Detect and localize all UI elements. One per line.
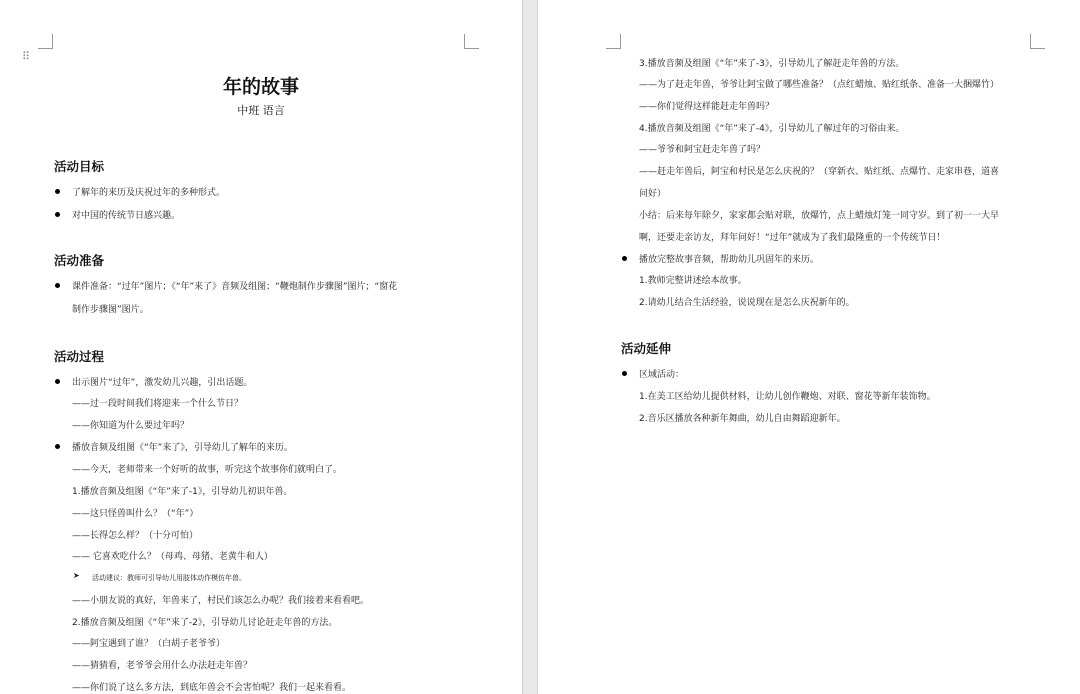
heading-goals: 活动目标 [54,159,105,174]
process-bullet: 出示图片“过年”，激发幼儿兴趣，引出话题。 [72,375,252,388]
extension-line: 2.音乐区播放各种新年舞曲，幼儿自由舞蹈迎新年。 [639,414,846,424]
process-line: 2.请幼儿结合生活经验，说说现在是怎么庆祝新年的。 [639,298,855,308]
page-gap-edge [522,0,523,694]
process-line: ——过一段时间我们将迎来一个什么节日？ [72,399,244,409]
prep-item-cont: 制作步骤图”图片。 [72,305,149,315]
process-line: —— 它喜欢吃什么？（母鸡、母猪、老黄牛和人） [72,552,273,562]
heading-process: 活动过程 [54,349,105,364]
summary-line: 小结：后来每年除夕，家家都会贴对联，放爆竹，点上蜡烛灯笼一同守岁。到了初一一大早 [639,211,1000,221]
process-line: ——这只怪兽叫什么？（“年”） [72,509,199,519]
heading-prep: 活动准备 [54,253,105,268]
process-bullet: 播放完整故事音频，帮助幼儿巩固年的来历。 [639,252,819,265]
extension-line: 1.在美工区给幼儿提供材料，让幼儿创作鞭炮、对联、窗花等新年装饰物。 [639,392,936,402]
document-subtitle: 中班 语言 [237,104,285,117]
process-line: ——你们说了这么多方法，到底年兽会不会害怕呢？我们一起来看看。 [72,683,352,693]
drag-handle-icon[interactable]: ⠿ [22,50,30,63]
process-line: 1.教师完整讲述绘本故事。 [639,276,747,286]
document-page-right [538,0,1080,694]
activity-note: 活动建议：教师可引导幼儿用肢体动作模仿年兽。 [92,574,246,582]
process-line: ——爷爷和阿宝赶走年兽了吗？ [639,145,766,155]
process-line: ——小朋友说的真好，年兽来了，村民们该怎么办呢？我们接着来看看吧。 [72,596,370,606]
process-line: ——赶走年兽后，阿宝和村民是怎么庆祝的？（穿新衣、贴红纸、点爆竹、走家串巷，道喜 [639,167,1000,177]
process-line-cont: 问好） [639,189,667,199]
process-line: 1.播放音频及组图《“年”来了-1》，引导幼儿初识年兽。 [72,487,293,497]
margin-corner-top-left [38,34,53,49]
arrow-bullet-icon: ➤ [73,571,80,580]
process-bullet: 播放音频及组图《“年”来了》，引导幼儿了解年的来历。 [72,440,293,453]
process-line: ——今天，老师带来一个好听的故事，听完这个故事你们就明白了。 [72,465,343,475]
margin-corner-top-left [606,34,621,49]
goal-item: 对中国的传统节日感兴趣。 [72,208,180,221]
margin-corner-top-right [1030,34,1045,49]
document-title: 年的故事 [222,76,299,98]
process-line: ——阿宝遇到了谁？（白胡子老爷爷） [72,639,226,649]
process-line: 2.播放音频及组图《“年”来了-2》，引导幼儿讨论赶走年兽的方法。 [72,618,338,628]
summary-line-cont: 啊，还要走亲访友，拜年问好！“过年”就成为了我们最隆重的一个传统节日！ [639,233,946,243]
margin-corner-top-right [464,34,479,49]
process-line: 3.播放音频及组图《“年”来了-3》，引导幼儿了解赶走年兽的方法。 [639,59,905,69]
process-line: ——你知道为什么要过年吗？ [72,421,190,431]
process-line: ——猜猜看，老爷爷会用什么办法赶走年兽？ [72,661,253,671]
extension-bullet: 区域活动： [639,367,684,380]
heading-extension: 活动延伸 [621,341,672,356]
document-page-left [0,0,522,694]
process-line: 4.播放音频及组图《“年”来了-4》，引导幼儿了解过年的习俗由来。 [639,124,905,134]
goal-item: 了解年的来历及庆祝过年的多种形式。 [72,185,225,198]
process-line: ——长得怎么样？（十分可怕） [72,531,199,541]
process-line: ——你们觉得这样能赶走年兽吗？ [639,102,775,112]
process-line: ——为了赶走年兽，爷爷让阿宝做了哪些准备？（点红蜡烛、贴红纸条、准备一大捆爆竹） [639,80,1000,90]
prep-item: 课件准备：“过年”图片；《“年”来了》音频及组图；“鞭炮制作步骤图”图片；“窗花 [72,279,397,292]
